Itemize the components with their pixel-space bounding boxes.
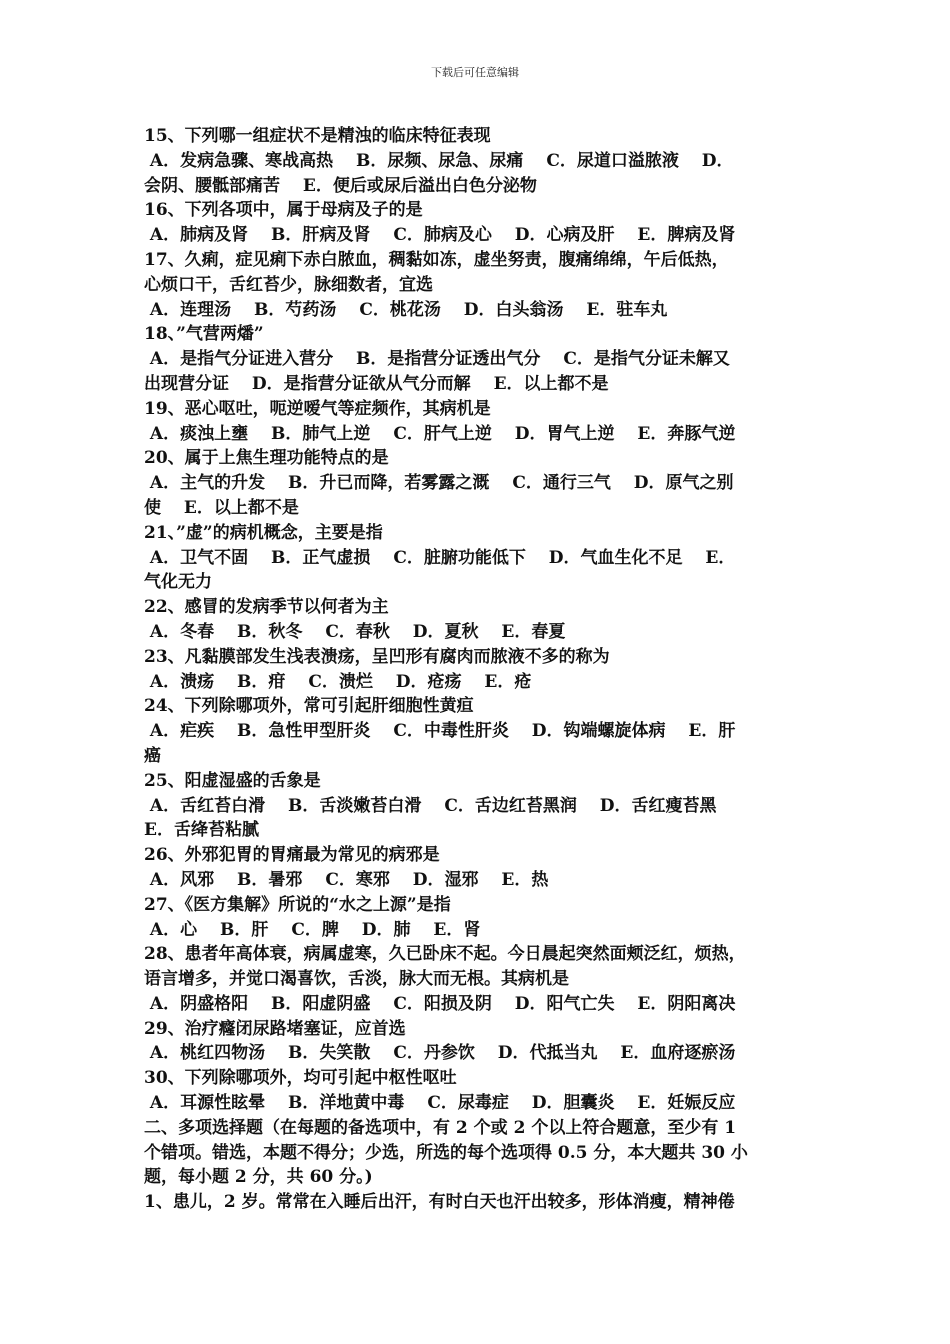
text-line: 使 E．以上都不是 [144,497,299,518]
text-line: 23、凡黏膜部发生浅表溃疡，呈凹形有腐肉而脓液不多的称为 [144,646,610,667]
text-line: 气化无力 [144,572,212,593]
text-line: A．耳源性眩晕 B．洋地黄中毒 C．尿毒症 D．胆囊炎 E．妊娠反应 [144,1093,736,1114]
text-line: A．主气的升发 B．升已而降，若雾露之溉 C．通行三气 D．原气之别 [144,473,734,494]
text-line: A．痰浊上壅 B．肺气上逆 C．肝气上逆 D．胃气上逆 E．奔豚气逆 [144,423,736,444]
text-line: A．阴盛格阳 B．阳虚阴盛 C．阳损及阴 D．阳气亡失 E．阴阳离决 [144,993,736,1014]
page-header: 下载后可任意编辑 [431,66,519,79]
text-line: 21、”虚”的病机概念，主要是指 [144,522,383,543]
text-line: 28、患者年高体衰，病属虚寒，久已卧床不起。今日晨起突然面颊泛红，烦热， [144,944,746,965]
text-line: A．是指气分证进入营分 B．是指营分证透出气分 C．是指气分证未解又 [144,349,730,370]
text-line: A．卫气不固 B．正气虚损 C．脏腑功能低下 D．气血生化不足 E． [144,547,736,568]
text-line: 26、外邪犯胃的胃痛最为常见的病邪是 [144,845,440,866]
text-line: 29、治疗癃闭尿路堵塞证，应首选 [144,1018,406,1039]
text-line: 心烦口干，舌红苔少，脉细数者，宜选 [144,274,433,295]
text-line: 22、感冒的发病季节以何者为主 [144,597,389,618]
text-line: 17、久痢，症见痢下赤白脓血，稠黏如冻，虚坐努责，腹痛绵绵，午后低热， [144,249,729,270]
text-line: 15、下列哪一组症状不是精浊的临床特征表现 [144,126,491,146]
text-line: A．疟疾 B．急性甲型肝炎 C．中毒性肝炎 D．钩端螺旋体病 E．肝 [144,721,736,742]
text-line: A．肺病及肾 B．肝病及肾 C．肺病及心 D．心病及肝 E．脾病及肾 [144,225,736,246]
text-line: A．桃红四物汤 B．失笑散 C．丹参饮 D．代抵当丸 E．血府逐瘀汤 [144,1043,736,1064]
text-line: 语言增多，并觉口渴喜饮，舌淡，脉大而无根。其病机是 [144,969,569,990]
text-line: A．连理汤 B．芍药汤 C．桃花汤 D．白头翁汤 E．驻车丸 [144,299,668,320]
text-line: 27、《医方集解》所说的“水之上源”是指 [144,894,451,915]
text-line: 1、患儿，2 岁。常常在入睡后出汗，有时白天也汗出较多，形体消瘦，精神倦 [144,1192,735,1213]
text-line: 题，每小题 2 分，共 60 分。) [144,1167,373,1188]
document-body [144,124,824,1215]
text-line: 30、下列除哪项外，均可引起中枢性呕吐 [144,1068,457,1089]
text-line: 个错项。错选，本题不得分；少选，所选的每个选项得 0.5 分，本大题共 30 小 [144,1142,748,1163]
text-line: A．舌红苔白滑 B．舌淡嫩苔白滑 C．舌边红苔黑润 D．舌红瘦苔黑 [144,795,717,816]
text-line: 19、恶心呕吐，呃逆嗳气等症频作，其病机是 [144,398,491,419]
text-line: A．心 B．肝 C．脾 D．肺 E．肾 [144,919,481,940]
text-line: 二、多项选择题（在每题的备选项中，有 2 个或 2 个以上符合题意，至少有 1 [144,1117,737,1138]
text-line: 20、属于上焦生理功能特点的是 [144,448,389,469]
text-line: A．溃疡 B．疳 C．溃烂 D．疮疡 E．疮 [144,671,532,692]
text-line: E．舌绛苔粘腻 [144,820,259,841]
text-line: A．冬春 B．秋冬 C．春秋 D．夏秋 E．春夏 [144,621,566,642]
text-line: 会阴、腰骶部痛苦 E．便后或尿后溢出白色分泌物 [144,175,537,196]
text-line: 25、阳虚湿盛的舌象是 [144,770,321,791]
text-line: 癌 [144,745,161,766]
text-line: A．发病急骤、寒战高热 B．尿频、尿急、尿痛 C．尿道口溢脓液 D． [144,150,734,171]
text-line: 出现营分证 D．是指营分证欲从气分而解 E．以上都不是 [144,373,609,394]
text-line: A．风邪 B．暑邪 C．寒邪 D．湿邪 E．热 [144,869,549,890]
text-line: 24、下列除哪项外，常可引起肝细胞性黄疸 [144,696,474,717]
text-line: 18、”气营两燔” [144,324,264,345]
text-line: 16、下列各项中，属于母病及子的是 [144,200,423,221]
